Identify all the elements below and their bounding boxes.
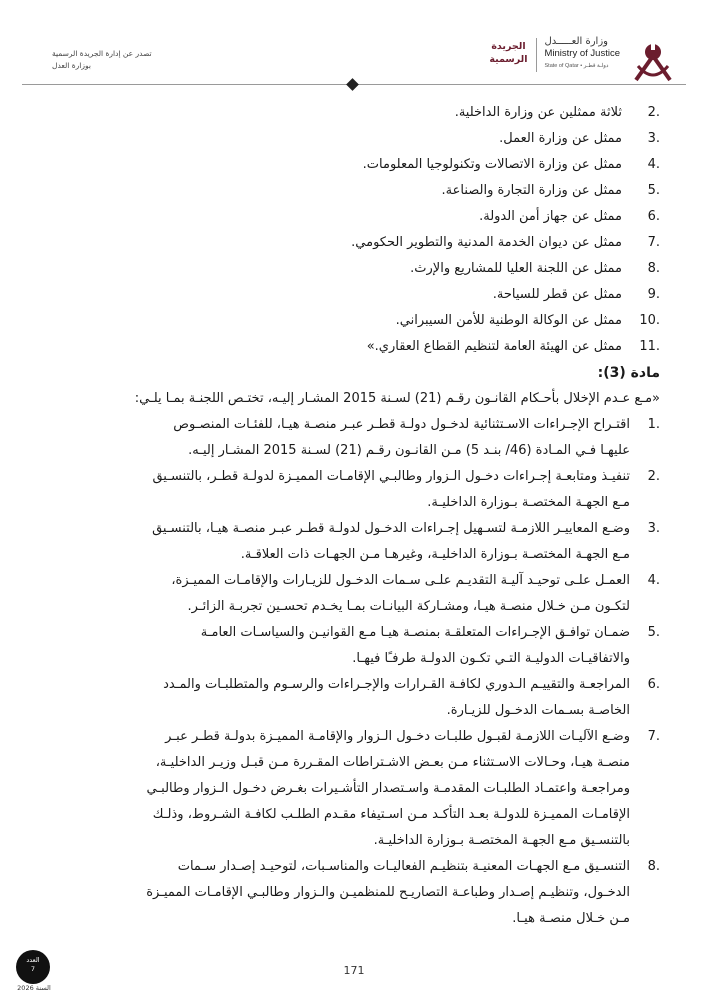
text-line: مـع الجهـة المختصـة بـوزارة الداخليـة. [427,495,630,510]
list-item-number: 4. [647,157,660,172]
list-item-text: ممثل عن اللجنة العليا للمشاريع والإرث. [410,261,622,276]
members-list [48,100,660,360]
text-line: والاتفاقيـات الدوليـة التـي تكـون الدولـة طرفـًا فيهـا. [352,651,630,666]
text-line: المراجعـة والتقييـم الـدوري لكافـة القـرارات والإجـراءات والرسـوم والمتطلبـات والمـدد [163,677,630,692]
text-line: العمـل علـى توحيـد آليـة التقديـم علـى سـمات الدخـول للزيـارات والإقامـات المميـزة، [171,573,630,588]
article-item [48,672,660,724]
qatar-emblem-icon [628,36,678,86]
article-item-number: 7. [647,729,660,744]
text-line: مـع الجهـة المختصـة بـوزارة الداخليـة، وغيرهـا مـن الجهـات ذات العلاقـة. [240,547,630,562]
issue-year: السنة 2026 [17,984,51,992]
list-item [48,204,660,230]
list-item-number: 5. [647,183,660,198]
article-item-text [48,516,630,568]
list-item-number: 9. [647,287,660,302]
list-item-number: 3. [647,131,660,146]
article-item-text [48,412,630,464]
text-line: الإقامـات المميـزة للدولـة بعـد التأكـد مـن اسـتيفاء مقـدم الطلـب لكافـة الشـروط، وذلـك [152,807,630,822]
list-item [48,282,660,308]
header-divider [536,38,537,72]
list-item [48,100,660,126]
text-line: تنفيـذ ومتابعـة إجـراءات دخـول الـزوار وطالبـي الإقامـات المميـزة لدولـة قطـر، بالتنسـيق [152,469,630,484]
issue-number: 7 [30,965,36,973]
article-intro: «مـع عـدم الإخلال بأحـكام القانـون رقـم (21) لسـنة 2015 المشـار إليـه، تختـص اللجنـة بمـا يلـي: [134,391,660,406]
list-item-number: 10. [639,313,660,328]
list-item-number: 8. [647,261,660,276]
text-line: مـن خـلال منصـة هيـا. [512,911,630,926]
list-item [48,152,660,178]
text-line: عليهـا فـي المـادة (46/ بنـد 5) مـن القانـون رقـم (21) لسـنة 2015 المشـار إليـه. [188,443,630,458]
text-line: وضـع الآليـات اللازمـة لقبـول طلبـات دخـول الـزوار والإقامـة المميـزة بدولـة قطـر عبـر [165,729,630,744]
ministry-branding [489,36,678,86]
ministry-name [545,36,621,72]
text-line: اقتـراح الإجـراءات الاسـتثنائية لدخـول دولـة قطـر عبـر منصـة هيـا، للفئـات المنصـوص [173,417,630,432]
article-item-text [48,568,630,620]
list-item-text: ممثل عن جهاز أمن الدولة. [479,209,622,224]
article-item-number: 3. [647,521,660,536]
list-item [48,178,660,204]
article-items [48,412,660,932]
article-item [48,854,660,932]
article-item-number: 1. [647,417,660,432]
article-item [48,724,660,854]
list-item-text: ممثل عن ديوان الخدمة المدنية والتطوير الحكومي. [351,235,622,250]
list-item [48,126,660,152]
list-item [48,334,660,360]
ministry-name-ar: وزارة العـــــدل [544,36,608,47]
article-item-number: 5. [647,625,660,640]
article-item [48,464,660,516]
ministry-state: State of Qatar • دولـة قطـر [544,63,609,69]
gazette-title-line1: الجريدة [491,41,526,52]
issue-label: العدد [26,956,40,964]
text-line: التنسـيق مـع الجهـات المعنيـة بتنظيـم الفعاليـات والمناسـبات، لتوحيـد إصـدار سـمات [177,859,630,874]
article-item-text [48,724,630,854]
list-item-text: ممثل عن وزارة الاتصالات وتكنولوجيا المعلومات. [362,157,622,172]
text-line: لتكـون مـن خـلال منصـة هيـا، ومشـاركة البيانـات بمـا يخـدم تحسـين تجربـة الزائـر. [187,599,630,614]
list-item-text: ممثل عن وزارة التجارة والصناعة. [441,183,622,198]
document-body [48,100,660,932]
text-line: ومراجعـة واعتمـاد الطلبـات المقدمـة واسـتصدار التأشـيرات بغـرض دخـول الـزوار وطالبـي [146,781,630,796]
text-line: بالتنسـيق مـع الجهـة المختصـة بـوزارة الداخليـة. [373,833,630,848]
article-item [48,516,660,568]
list-item [48,230,660,256]
text-line: ضمـان توافـق الإجـراءات المتعلقـة بمنصـة هيـا مـع القوانيـن والسياسـات العامـة [200,625,630,640]
article-item-number: 2. [647,469,660,484]
issue-badge [16,950,50,984]
publisher-line-2: بوزارة العدل [52,61,91,70]
article-item [48,620,660,672]
list-item [48,256,660,282]
article-item-number: 8. [647,859,660,874]
text-line: الخاصـة بسـمات الدخـول للزيـارة. [446,703,630,718]
list-item-number: 7. [647,235,660,250]
list-item-text: ممثل عن وزارة العمل. [499,131,622,146]
text-line: الدخـول، وتنظيـم إصـدار وطباعـة التصاريـح للمنظميـن والـزوار وطالبـي الإقامـات المميـزة [146,885,630,900]
list-item-number: 2. [647,105,660,120]
text-line: وضـع المعاييـر اللازمـة لتسـهيل إجـراءات الدخـول لدولـة قطـر عبـر منصـة هيـا، بالتنسـيق [152,521,630,536]
list-item-text: ثلاثة ممثلين عن وزارة الداخلية. [454,105,622,120]
gazette-title-line2: الرسمية [489,54,528,65]
ministry-name-en: Ministry of Justice [544,48,620,59]
article-item [48,412,660,464]
list-item-text: ممثل عن الوكالة الوطنية للأمن السيبراني. [395,313,622,328]
publisher-line-1: تصدر عن إدارة الجريدة الرسمية [52,49,152,58]
article-item-text [48,672,630,724]
list-item-number: 6. [647,209,660,224]
article-item [48,568,660,620]
article-heading: مادة (3): [597,365,660,381]
article-item-number: 4. [647,573,660,588]
page-header [0,0,708,90]
article-item-text [48,854,630,932]
publisher-note [52,48,152,72]
article-item-text [48,464,630,516]
gazette-title [489,40,527,66]
list-item-text: ممثل عن الهيئة العامة لتنظيم القطاع العقاري.» [366,339,622,354]
text-line: منصـة هيـا، وحـالات الاسـتثناء مـن بعـض الاشـتراطات المقـررة مـن قبـل وزيـر الداخليـة، [155,755,630,770]
list-item [48,308,660,334]
list-item-text: ممثل عن قطر للسياحة. [492,287,622,302]
list-item-number: 11. [639,339,660,354]
article-item-text [48,620,630,672]
page-number: 171 [343,964,365,977]
article-item-number: 6. [647,677,660,692]
